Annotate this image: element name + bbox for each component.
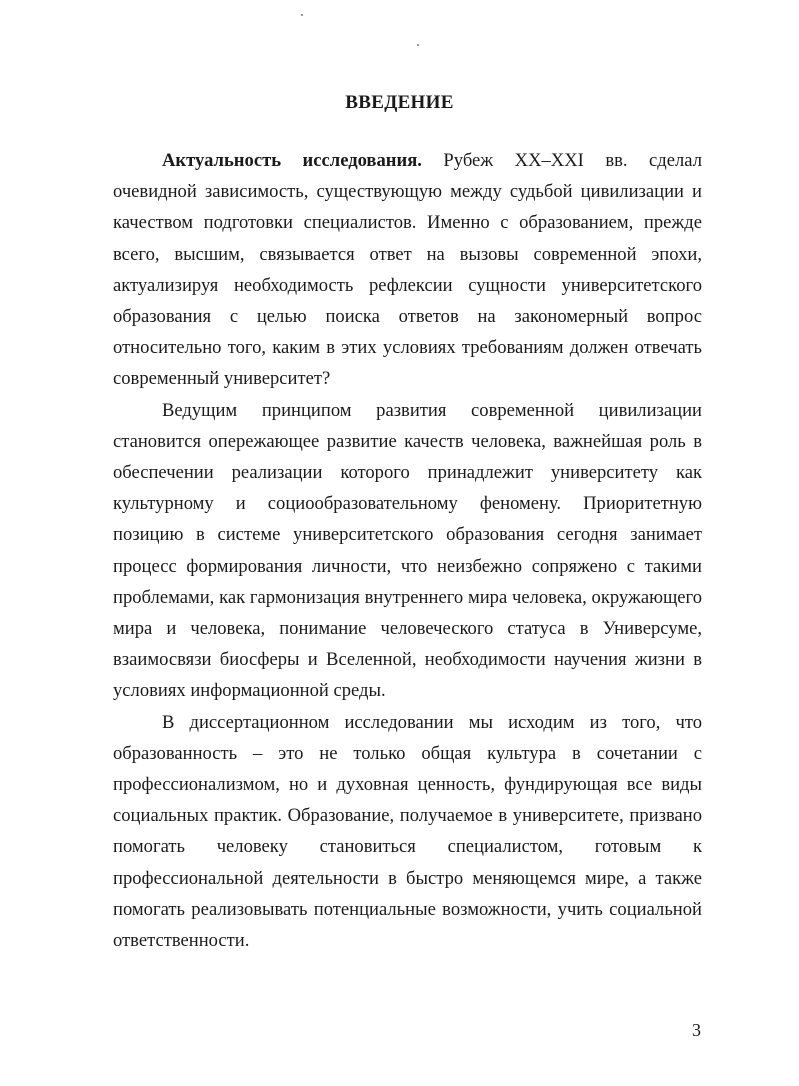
paragraph-text: В диссертационном исследовании мы исходим из того, что образованность – это не только общая культура в сочетании с профессионализмом, но и духовная ценность, фундирующая все виды социальных практик. Образование, получаемое в университете, призвано помогать человеку становиться специалистом, готовым к профессиональной деятельности в быстро меняющемся мире, а также помогать реализовывать потенциальные возможности, учить социальной ответственности.: [113, 711, 702, 952]
page-number: 3: [692, 1020, 701, 1040]
paragraph-lead: Актуальность исследования.: [162, 150, 422, 171]
paragraph-relevance: [113, 145, 702, 395]
paragraph-principle: [113, 395, 702, 707]
scan-speck: [417, 44, 419, 46]
paragraph-text: Ведущим принципом развития современной цивилизации становится опережающее развитие качеств человека, важнейшая роль в обеспечении реализации которого принадлежит университету как культурному и социообразовательному феномену. Приоритетную позицию в системе университетского образования сегодня занимает процесс формирования личности, что неизбежно сопряжено с такими проблемами, как гармонизация внутреннего мира человека, окружающего мира и человека, понимание человеческого статуса в Универсуме, взаимосвязи биосферы и Вселенной, необходимости научения жизни в условиях информационной среды.: [113, 399, 702, 702]
section-title: ВВЕДЕНИЕ: [345, 92, 454, 113]
paragraph-text: Рубеж XX–XXI вв. сделал очевидной зависимость, существующую между судьбой цивилизации и качеством подготовки специалистов. Именно с образованием, прежде всего, высшим, связывается ответ на вызовы современной эпохи, актуализируя необходимость рефлексии сущности университетского образования с целью поиска ответов на закономерный вопрос относительно того, каким в этих условиях требованиям должен отвечать современный университет?: [113, 150, 702, 390]
paragraph-dissertation: [113, 707, 702, 957]
scan-speck: [301, 14, 303, 16]
body-text: [113, 145, 702, 956]
